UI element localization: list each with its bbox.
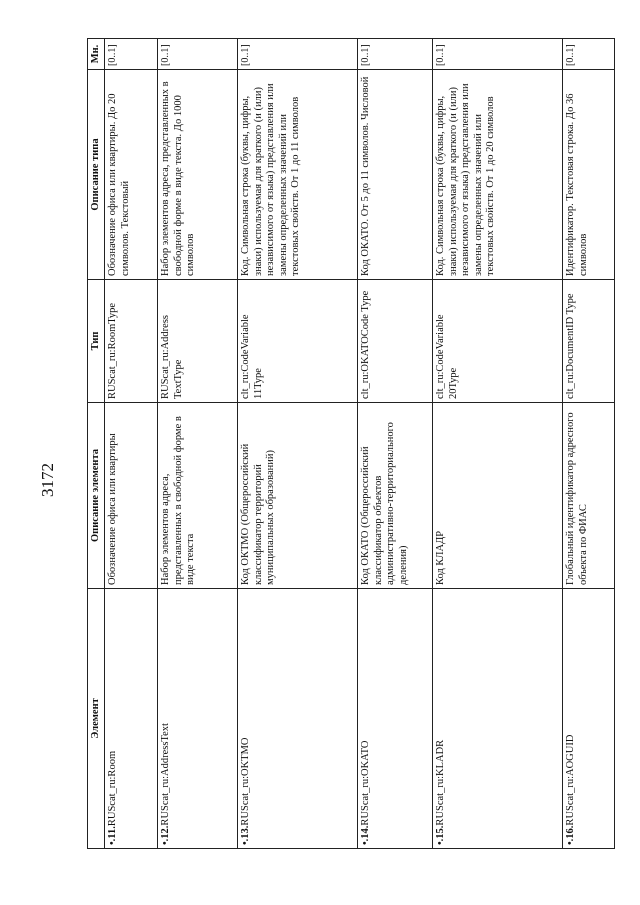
element-name: RUScat_ru:KLADR [435,739,447,826]
element-cell [358,589,433,849]
table-row [158,39,238,849]
element-name: RUScat_ru:OKATO [360,740,372,826]
row-index: •.14. [360,825,372,845]
type-description-cell: Код. Символьная строка (буквы, цифры, знаки) используемая для краткого (и (или) независимого от языка) представления или замены определенных значений или текстовых свойств. От 1 до 11 символов [238,70,358,280]
element-description-cell: Код ОКТМО (Общероссийский классификатор территорий муниципальных образований) [238,403,358,589]
element-cell [105,589,158,849]
type-cell: RUScat_ru:Address TextType [158,280,238,403]
rotated-table-frame [87,39,609,849]
type-cell: clt_ru:CodeVariable 11Type [238,280,358,403]
row-index: •.11. [107,826,119,845]
table-row [238,39,358,849]
type-cell: clt_ru:OKATOCode Type [358,280,433,403]
element-name: RUScat_ru:AOGUID [565,734,577,826]
header-type: Тип [88,280,105,403]
element-description-cell: Код КЛАДР [433,403,563,589]
type-description-cell: Код ОКАТО. От 5 до 11 символов. Числовой [358,70,433,280]
element-cell [238,589,358,849]
multiplicity-cell: [0..1] [433,39,563,70]
table-rotation [87,39,609,849]
type-cell: clt_ru:DocumentID Type [563,280,615,403]
row-index: •.15. [435,825,447,845]
type-cell: clt_ru:CodeVariable 20Type [433,280,563,403]
row-index: •.12. [160,825,172,845]
type-description-cell: Набор элементов адреса, представленных в свободной форме в виде текста. До 1000 символов [158,70,238,280]
element-cell [433,589,563,849]
element-name: RUScat_ru:OKTMO [240,737,252,826]
header-element-description: Описание элемента [88,403,105,589]
type-description-cell: Код. Символьная строка (буквы, цифры, знаки) используемая для краткого (и (или) независимого от языка) представления или замены определенных значений или текстовых свойств. От 1 до 20 символов [433,70,563,280]
table-row [563,39,615,849]
table-row [358,39,433,849]
row-index: •.16. [565,825,577,845]
table-row [105,39,158,849]
type-description-cell: Обозначение офиса или квартиры. До 20 символов. Текстовый [105,70,158,280]
table-header-row [88,39,105,849]
element-description-cell: Код ОКАТО (Общероссийский классификатор объектов административно-территориального деления) [358,403,433,589]
table-row [433,39,563,849]
type-cell: RUScat_ru:RoomTyре [105,280,158,403]
row-index: •.13. [240,825,252,845]
multiplicity-cell: [0..1] [158,39,238,70]
multiplicity-cell: [0..1] [358,39,433,70]
type-description-cell: Идентификатор. Текстовая строка. До 36 символов [563,70,615,280]
element-description-cell: Набор элементов адреса, представленных в свободной форме в виде текста [158,403,238,589]
header-type-description: Описание типа [88,70,105,280]
multiplicity-cell: [0..1] [105,39,158,70]
header-element: Элемент [88,589,105,849]
multiplicity-cell: [0..1] [563,39,615,70]
element-cell [158,589,238,849]
element-description-cell: Глобальный идентификатор адресного объекта по ФИАС [563,403,615,589]
multiplicity-cell: [0..1] [238,39,358,70]
element-name: RUScat_ru:Room [107,750,119,827]
element-cell [563,589,615,849]
header-multiplicity: Мн. [88,39,105,70]
specification-table [87,38,615,849]
element-description-cell: Обозначение офиса или квартиры [105,403,158,589]
element-name: RUScat_ru:AddressText [160,723,172,826]
page-number: 3172 [38,463,57,497]
